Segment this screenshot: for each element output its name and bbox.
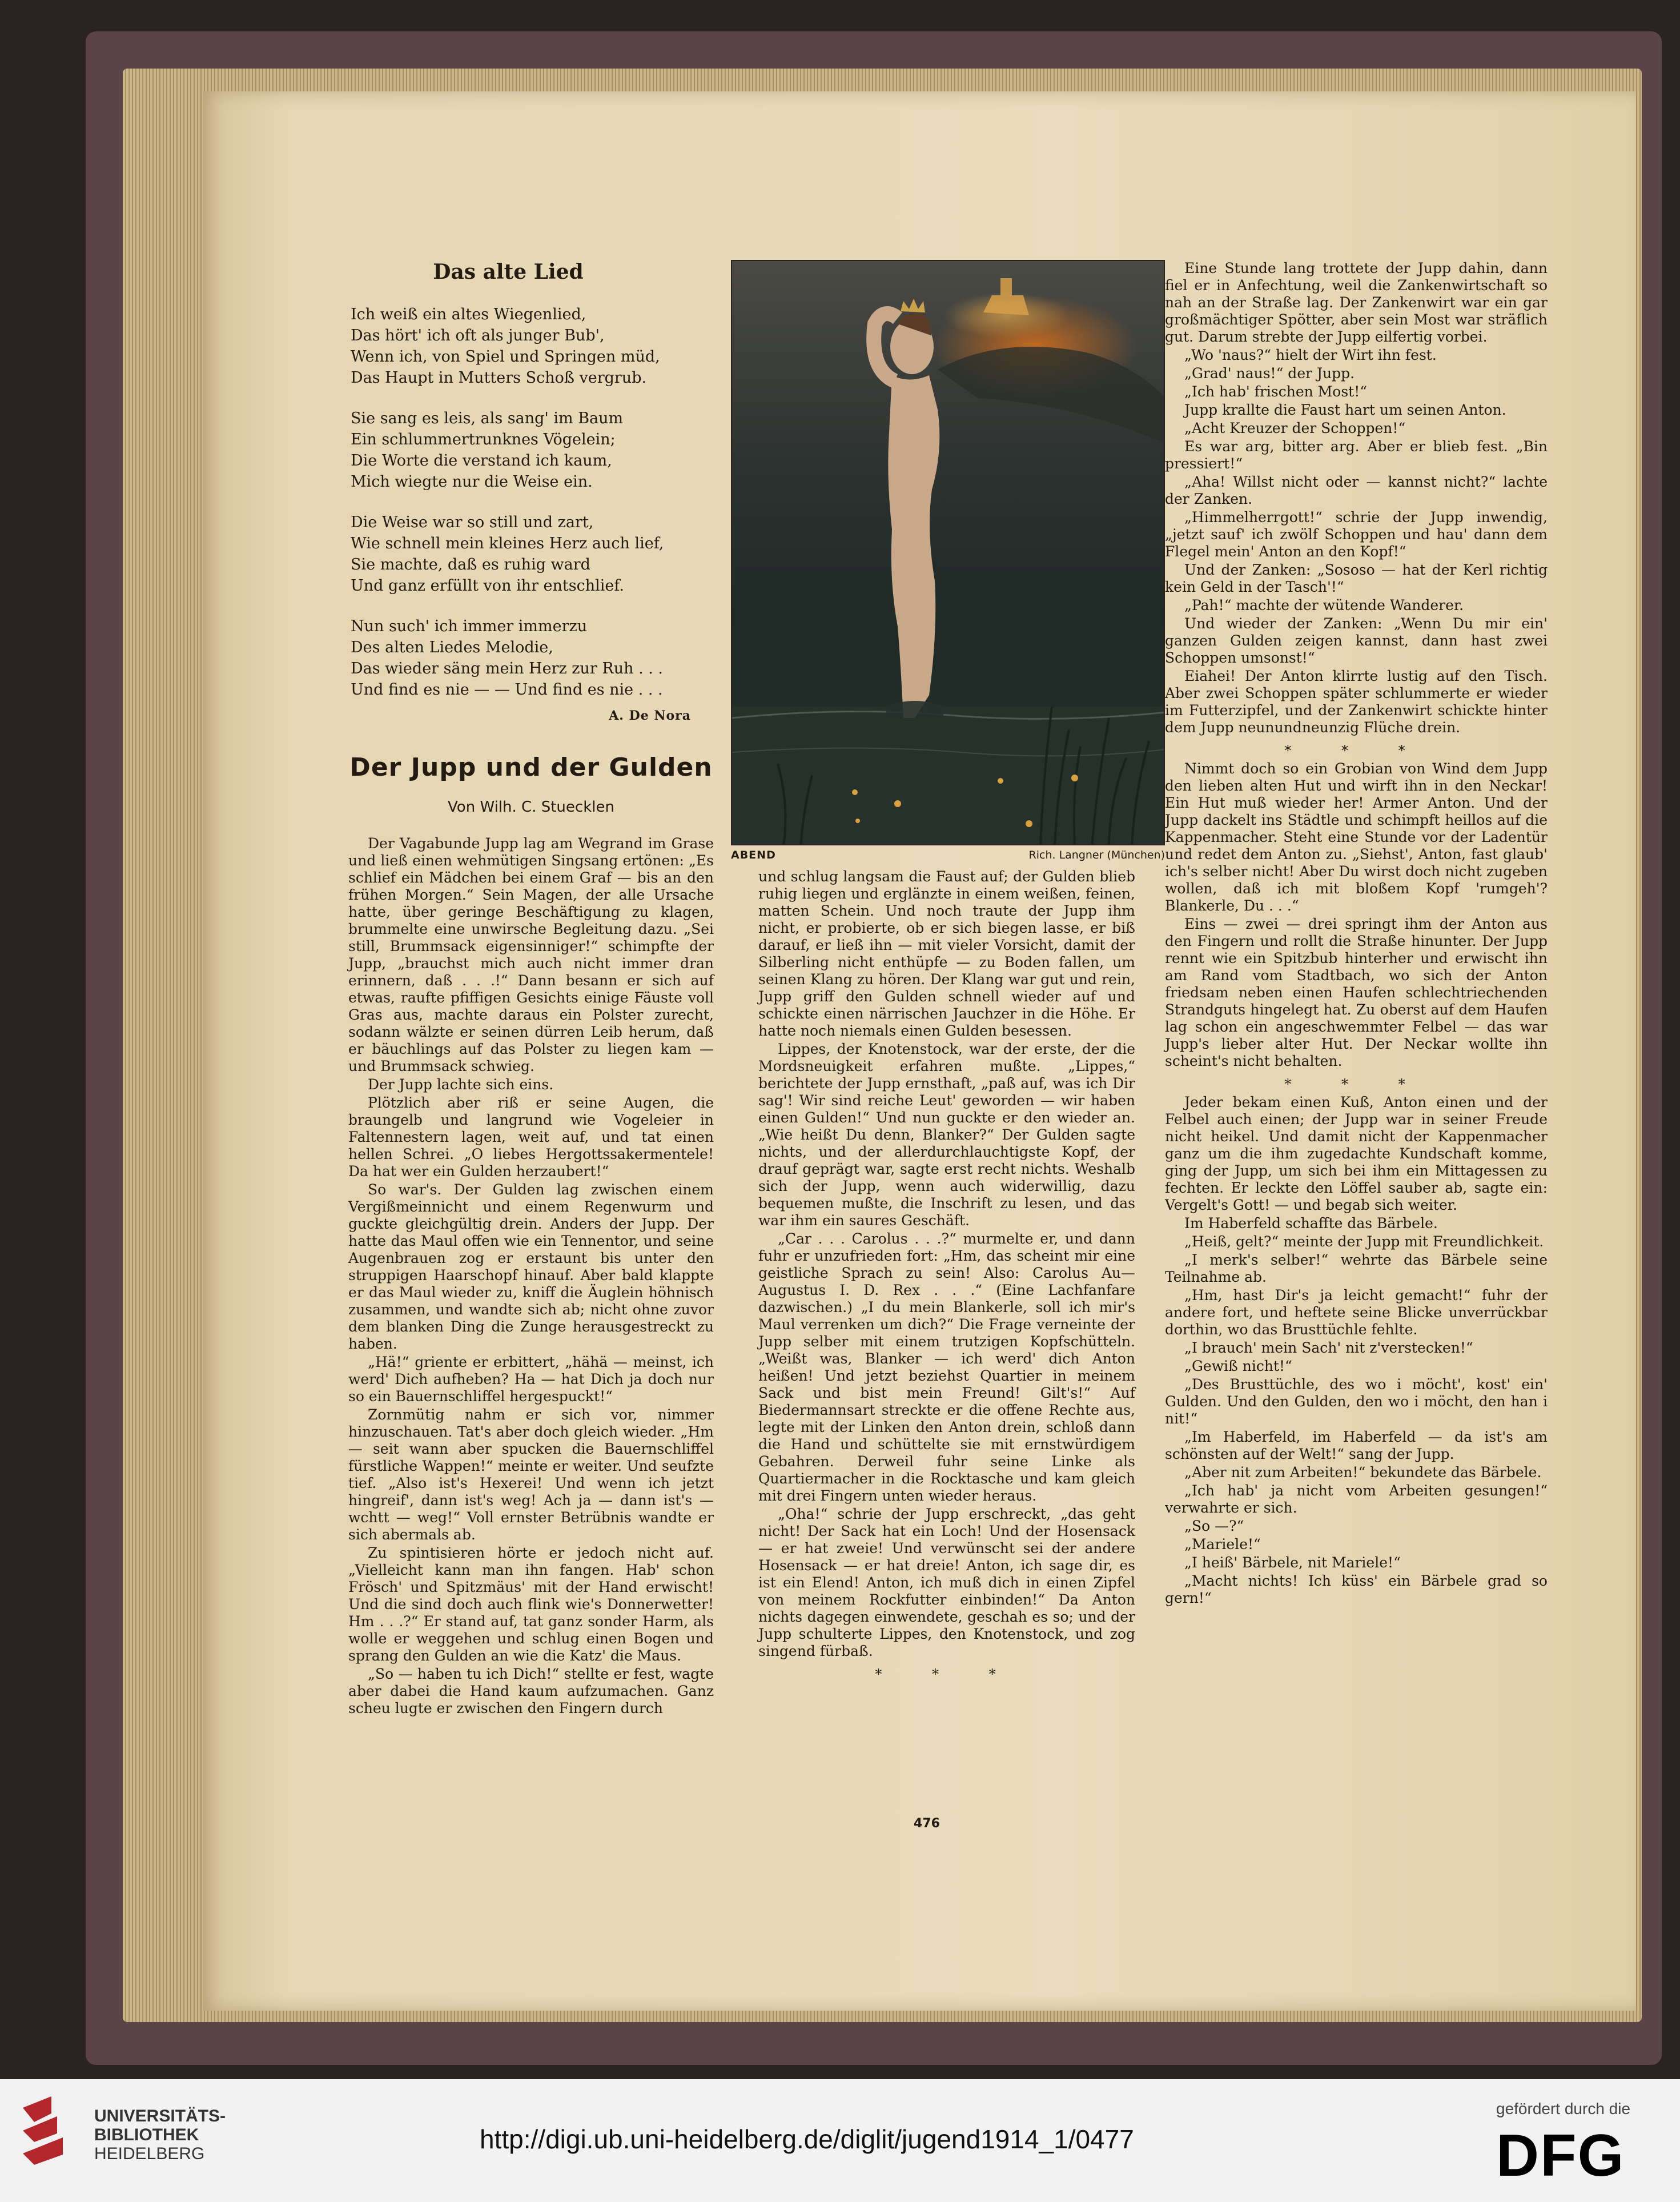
paragraph: „Grad' naus!“ der Jupp. xyxy=(1184,365,1355,382)
paragraph: „So —?“ xyxy=(1184,1518,1244,1534)
paragraph: „Des Brusttüchle, des wo i möcht', kost' ein' Gulden. Und den Gulden, den wo i möcht, den han i nit!“ xyxy=(1165,1376,1548,1427)
paragraph: Eins — zwei — drei springt ihm der Anton aus den Fingern und rollt die Straße hinunter. Der Jupp rennt wie ein Spitzbub hinterher und erwischt ihn am Rand vom Stadtbach, wo sich der Anton friedsam neben einen Haufen schlechtriechenden Strandguts hingelegt hat. Zu oberst auf dem Haufen lag schon ein angeschwemmter Felbel — das war Jupp's lieber alter Hut. Der Neckar wollte ihn scheint's nicht behalten. xyxy=(1165,916,1548,1069)
poem-line: Ich weiß ein altes Wiegenlied, xyxy=(351,306,586,323)
paragraph: „Aber nit zum Arbeiten!“ bekundete das Bärbele. xyxy=(1184,1464,1542,1481)
illustration-title: ABEND xyxy=(731,849,776,861)
dfg-logo[interactable]: DFG xyxy=(1496,2123,1625,2189)
poem-stanza xyxy=(351,616,705,700)
paragraph: Lippes, der Knotenstock, war der erste, der die Mordsneuigkeit erfahren mußte. „Lippes,“ berichtete der Jupp ernsthaft, „paß auf, was ich Dir sag'! Wir sind reiche Leut' geworden — wir haben einen Gulden!“ Und nun guckte er den wieder an. „Wie heißt Du denn, Blanker?“ Der Gulden sagte nichts, und der allerdurchlauchtigste Kopf, der drauf geprägt war, sagte erst recht nichts. Weshalb sich der Jupp, wenn auch widerwillig, dazu bequemen mußte, die Inschrift zu lesen, und das war ihm ein saures Geschäft. xyxy=(758,1041,1135,1229)
poem-line: Das Haupt in Mutters Schoß vergrub. xyxy=(351,369,647,387)
paragraph: „Macht nichts! Ich küss' ein Bärbele grad so gern!“ xyxy=(1165,1573,1548,1606)
paragraph: „I heiß' Bärbele, nit Mariele!“ xyxy=(1184,1554,1401,1571)
paragraph: Es war arg, bitter arg. Aber er blieb fest. „Bin pressiert!“ xyxy=(1165,438,1548,472)
poem-line: Und ganz erfüllt von ihr entschlief. xyxy=(351,577,624,595)
section-separator: * * * xyxy=(1284,743,1428,759)
illustration-abend xyxy=(731,260,1165,845)
paragraph: Im Haberfeld schaffte das Bärbele. xyxy=(1184,1215,1438,1232)
section-separator: * * * xyxy=(1284,1076,1428,1092)
paragraph: „Im Haberfeld, im Haberfeld — da ist's am schönsten auf der Welt!“ sang der Jupp. xyxy=(1165,1429,1548,1462)
poem-body xyxy=(351,304,705,720)
paragraph: Jeder bekam einen Kuß, Anton einen und der Felbel auch einen; der Jupp war in seiner Freude nicht heikel. Und damit nicht der Kappenmacher ganz um die ihm zugedachte Kundschaft komme, ging der Jupp, um sich bei ihm ein Mittagessen zu fechten. Er leckte den Löffel sauber ab, sagte ein: Vergelt's Gott! — und begab sich weiter. xyxy=(1165,1094,1548,1213)
story-title: Der Jupp und der Gulden xyxy=(349,753,713,782)
paragraph: „Ich hab' ja nicht vom Arbeiten gesungen!“ verwahrte er sich. xyxy=(1165,1482,1548,1516)
paragraph: Der Jupp lachte sich eins. xyxy=(368,1076,554,1093)
paragraph: Eiahei! Der Anton klirrte lustig auf den Tisch. Aber zwei Schoppen später schlummerte er wieder im Futterzipfel, und der Zankenwirt schickte hinter dem Jupp neunundneunzig Flüche drein. xyxy=(1165,668,1548,736)
logo-line: UNIVERSITÄTS- xyxy=(94,2107,226,2125)
section-separator: * * * xyxy=(875,1666,1019,1682)
paragraph: Zu spintisieren hörte er jedoch nicht auf. „Vielleicht kann man ihn fangen. Hab' schon Frösch' und Spitzmäus' mit der Hand erwischt! Und die sind doch auch flink wie's Donnerwetter! Hm . . .?“ Er stand auf, tat ganz sonder Harm, als wolle er weggehen und schlug einen Bogen und sprang den Gulden an wie die Katz' die Maus. xyxy=(348,1545,714,1664)
paragraph: „Oha!“ schrie der Jupp erschreckt, „das geht nicht! Der Sack hat ein Loch! Und der Hosensack — er hat zweie! Und verwünscht sei der andere Hosensack — er hat dreie! Anton, ich sage dir, es ist ein Elend! Anton, ich muß dich in einen Zipfel von meinem Rockfutter einbinden!“ Da Anton nichts dagegen einwendete, geschah es so; und der Jupp schulterte Lippes, den Knotenstock, und zog singend fürbaß. xyxy=(758,1506,1135,1659)
paragraph: und schlug langsam die Faust auf; der Gulden blieb ruhig liegen und erglänzte in einem weißen, feinen, matten Schein. Und noch traute der Jupp ihm nicht, er probierte, ob er sich biegen lasse, er biß darauf, er ließ ihn — mit vieler Vorsicht, damit der Silberling nicht enthüpfe — zu Boden fallen, um seinen Klang zu hören. Der Klang war gut und rein, Jupp griff den Gulden schnell wieder auf und schickte einen närrischen Jauchzer in die Höhe. Er hatte noch niemals einen Gulden besessen. xyxy=(758,868,1135,1039)
paragraph: „So — haben tu ich Dich!“ stellte er fest, wagte aber dabei die Hand kaum aufzumachen. Ganz scheu lugte er zwischen den Fingern durch xyxy=(348,1666,714,1716)
poem-line: Die Weise war so still und zart, xyxy=(351,514,594,531)
paragraph: Eine Stunde lang trottete der Jupp dahin, dann fiel er in Anfechtung, weil die Zankenwirtschaft so nah an der Straße lag. Der Zankenwirt war ein gar großmächtiger Spötter, aber sein Most war sträflich gut. Darum strebte der Jupp eilfertig vorbei. xyxy=(1165,260,1548,345)
poem-line: Die Worte die verstand ich kaum, xyxy=(351,452,612,470)
paragraph: Der Vagabunde Jupp lag am Wegrand im Grase und ließ einen wehmütigen Singsang ertönen: „Es schlief ein Mädchen bei einem Graf — bis an den frühen Morgen.“ Sein Magen, der alle Ursache hatte, über geringe Beschäftigung zu klagen, brummelte eine unwirsche Begleitung dazu. „Sei still, Brummsack eigensinniger!“ schimpfte der Jupp, „brauchst mich auch nicht immer dran erinnern, daß . . .!“ Dann besann er sich auf etwas, raufte pfiffigen Gesichts einige Fäuste voll Gras aus, machte daraus ein Polster zurecht, sodann wälzte er seinen dürren Leib herum, daß er bäuchlings auf das Polster zu liegen kam — und Brummsack schwieg. xyxy=(348,835,714,1074)
paragraph: Nimmt doch so ein Grobian von Wind dem Jupp den lieben alten Hut und wirft ihn in den Neckar! Ein Hut muß wieder her! Armer Anton. Und der Jupp dackelt ins Städtle und schimpft heillos auf die Kappenmacher. Steht eine Stunde vor der Ladentür und redet dem Anton zu. „Siehst', Anton, fast glaub' ich's selber nicht! Aber Du wirst doch nicht zugeben wollen, daß ich mit bloßem Kopf 'rumgeh'? Blankerle, Du . . .“ xyxy=(1165,760,1548,914)
poem-line: Mich wiegte nur die Weise ein. xyxy=(351,473,593,491)
paragraph: „Hä!“ griente er erbittert, „hähä — meinst, ich werd' Dich aufheben? Ha — hat Dich ja doch nur so ein Bauernschliffel hergespuckt!“ xyxy=(348,1354,714,1405)
paragraph: Und der Zanken: „Sososo — hat der Kerl richtig kein Geld in der Tasch'!“ xyxy=(1165,561,1548,595)
poem-title: Das alte Lied xyxy=(433,260,584,284)
university-seal-icon[interactable] xyxy=(17,2096,74,2171)
story-column-3 xyxy=(1165,260,1548,1608)
poem-line: Sie sang es leis, als sang' im Baum xyxy=(351,410,624,427)
illustration-artist: Rich. Langner (München) xyxy=(1028,849,1165,861)
paragraph: Plötzlich aber riß er seine Augen, die braungelb und langrund wie Vogeleier in Faltennestern lagen, weit auf, und tat einen hellen Schrei. „O liebes Hergottssakermentele! Da hat wer ein Gulden herzaubert!“ xyxy=(348,1094,714,1180)
paragraph: „Gewiß nicht!“ xyxy=(1184,1358,1292,1374)
paragraph: „Wo 'naus?“ hielt der Wirt ihn fest. xyxy=(1184,347,1437,363)
paragraph: „Acht Kreuzer der Schoppen!“ xyxy=(1184,420,1406,436)
poem-line: Wenn ich, von Spiel und Springen müd, xyxy=(351,348,660,366)
poem-stanza xyxy=(351,408,705,492)
poem-author: A. De Nora xyxy=(609,708,691,723)
paragraph: So war's. Der Gulden lag zwischen einem Vergißmeinnicht und einem Regenwurm und guckte gleichgültig drein. Anders der Jupp. Der hatte das Maul offen wie ein Tennentor, und seine Augenbrauen zog er erstaunt bis unter den struppigen Haarschopf hinauf. Aber bald klappte er das Maul wieder zu, kniff die Äuglein höhnisch zusammen, und wandte sich ab; nicht ohne zuvor dem blanken Ding die Zunge herausgestreckt zu haben. xyxy=(348,1181,714,1352)
poem-line: Des alten Liedes Melodie, xyxy=(351,639,553,656)
story-column-2 xyxy=(758,868,1135,1684)
paragraph: Jupp krallte die Faust hart um seinen Anton. xyxy=(1184,402,1506,418)
poem-line: Sie machte, daß es ruhig ward xyxy=(351,556,590,573)
paragraph: „I merk's selber!“ wehrte das Bärbele seine Teilnahme ab. xyxy=(1165,1252,1548,1285)
paragraph: Und wieder der Zanken: „Wenn Du mir ein' ganzen Gulden zeigen kannst, dann hast zwei Schoppen umsonst!“ xyxy=(1165,615,1548,666)
poem-line: Das hört' ich oft als junger Bub', xyxy=(351,327,605,344)
viewer-footer xyxy=(0,2079,1680,2202)
paragraph: „I brauch' mein Sach' nit z'verstecken!“ xyxy=(1184,1339,1473,1356)
logo-line: HEIDELBERG xyxy=(94,2144,205,2163)
story-author: Von Wilh. C. Stuecklen xyxy=(448,799,614,816)
poem-stanza xyxy=(351,304,705,388)
paragraph: „Aha! Willst nicht oder — kannst nicht?“ lachte der Zanken. xyxy=(1165,474,1548,507)
poem-line: Wie schnell mein kleines Herz auch lief, xyxy=(351,535,664,552)
library-logo-text[interactable] xyxy=(94,2107,226,2163)
paragraph: „Car . . . Carolus . . .?“ murmelte er, und dann fuhr er unzufrieden fort: „Hm, das scheint mir eine geistliche Sprach zu sein! Also: Carolus Au—Augustus I. D. Rex . . .“ (Eine Lachfanfare dazwischen.) „I du mein Blankerle, soll ich mir's Maul verrenken um dich?“ Die Frage verneinte der Jupp selber mit einem trutzigen Kopfschütteln. „Weißt was, Blanker — ich werd' dich Anton heißen! Und jetzt beziehst Quartier in meinem Sack und bist mein Freund! Gilt's!“ Auf Biedermannsart streckte er die offene Rechte aus, legte mit der Linken den Anton drein, schloß dann die Hand und schüttelte sie mit ernstwürdigem Gebahren. Derweil fuhr seine Linke als Quartiermacher in die Rocktasche und kam gleich mit drei Fingern unten wieder heraus. xyxy=(758,1230,1135,1504)
poem-line: Und find es nie — — Und find es nie . . . xyxy=(351,681,663,699)
paragraph: „Ich hab' frischen Most!“ xyxy=(1184,383,1368,400)
paragraph: „Mariele!“ xyxy=(1184,1536,1261,1553)
paragraph: „Himmelherrgott!“ schrie der Jupp inwendig, „jetzt sauf' ich zwölf Schoppen und hau' dann dem Flegel mein' Anton an den Kopf!“ xyxy=(1165,509,1548,560)
poem-line: Ein schlummertrunknes Vögelein; xyxy=(351,431,616,448)
paragraph: „Heiß, gelt?“ meinte der Jupp mit Freundlichkeit. xyxy=(1184,1233,1544,1250)
paragraph: „Pah!“ machte der wütende Wanderer. xyxy=(1184,597,1464,613)
story-column-1 xyxy=(348,835,714,1718)
logo-line: BIBLIOTHEK xyxy=(94,2125,199,2144)
funded-by-label: gefördert durch die xyxy=(1496,2100,1631,2117)
paragraph: Zornmütig nahm er sich vor, nimmer hinzuschauen. Tat's aber doch gleich wieder. „Hm — seit wann aber spucken die Bauernschliffel fürstliche Wappen!“ meinte er weiter. Und seufzte tief. „Also ist's Hexerei! Und wenn ich jetzt hingreif', dann ist's weg! Ach ja — dann ist's — wchtt — weg!“ Voll ernster Betrübnis wandte er sich abermals ab. xyxy=(348,1406,714,1543)
illustration-figure-icon xyxy=(732,261,1165,845)
permalink-url[interactable]: http://digi.ub.uni-heidelberg.de/diglit/jugend1914_1/0477 xyxy=(480,2124,1134,2154)
poem-line: Nun such' ich immer immerzu xyxy=(351,617,588,635)
paragraph: „Hm, hast Dir's ja leicht gemacht!“ fuhr der andere fort, und heftete seine Blicke unverrückbar dorthin, wo das Brusttüchle fehlte. xyxy=(1165,1287,1548,1338)
poem-line: Das wieder säng mein Herz zur Ruh . . . xyxy=(351,660,664,677)
poem-stanza xyxy=(351,512,705,596)
page-number: 476 xyxy=(914,1816,940,1831)
